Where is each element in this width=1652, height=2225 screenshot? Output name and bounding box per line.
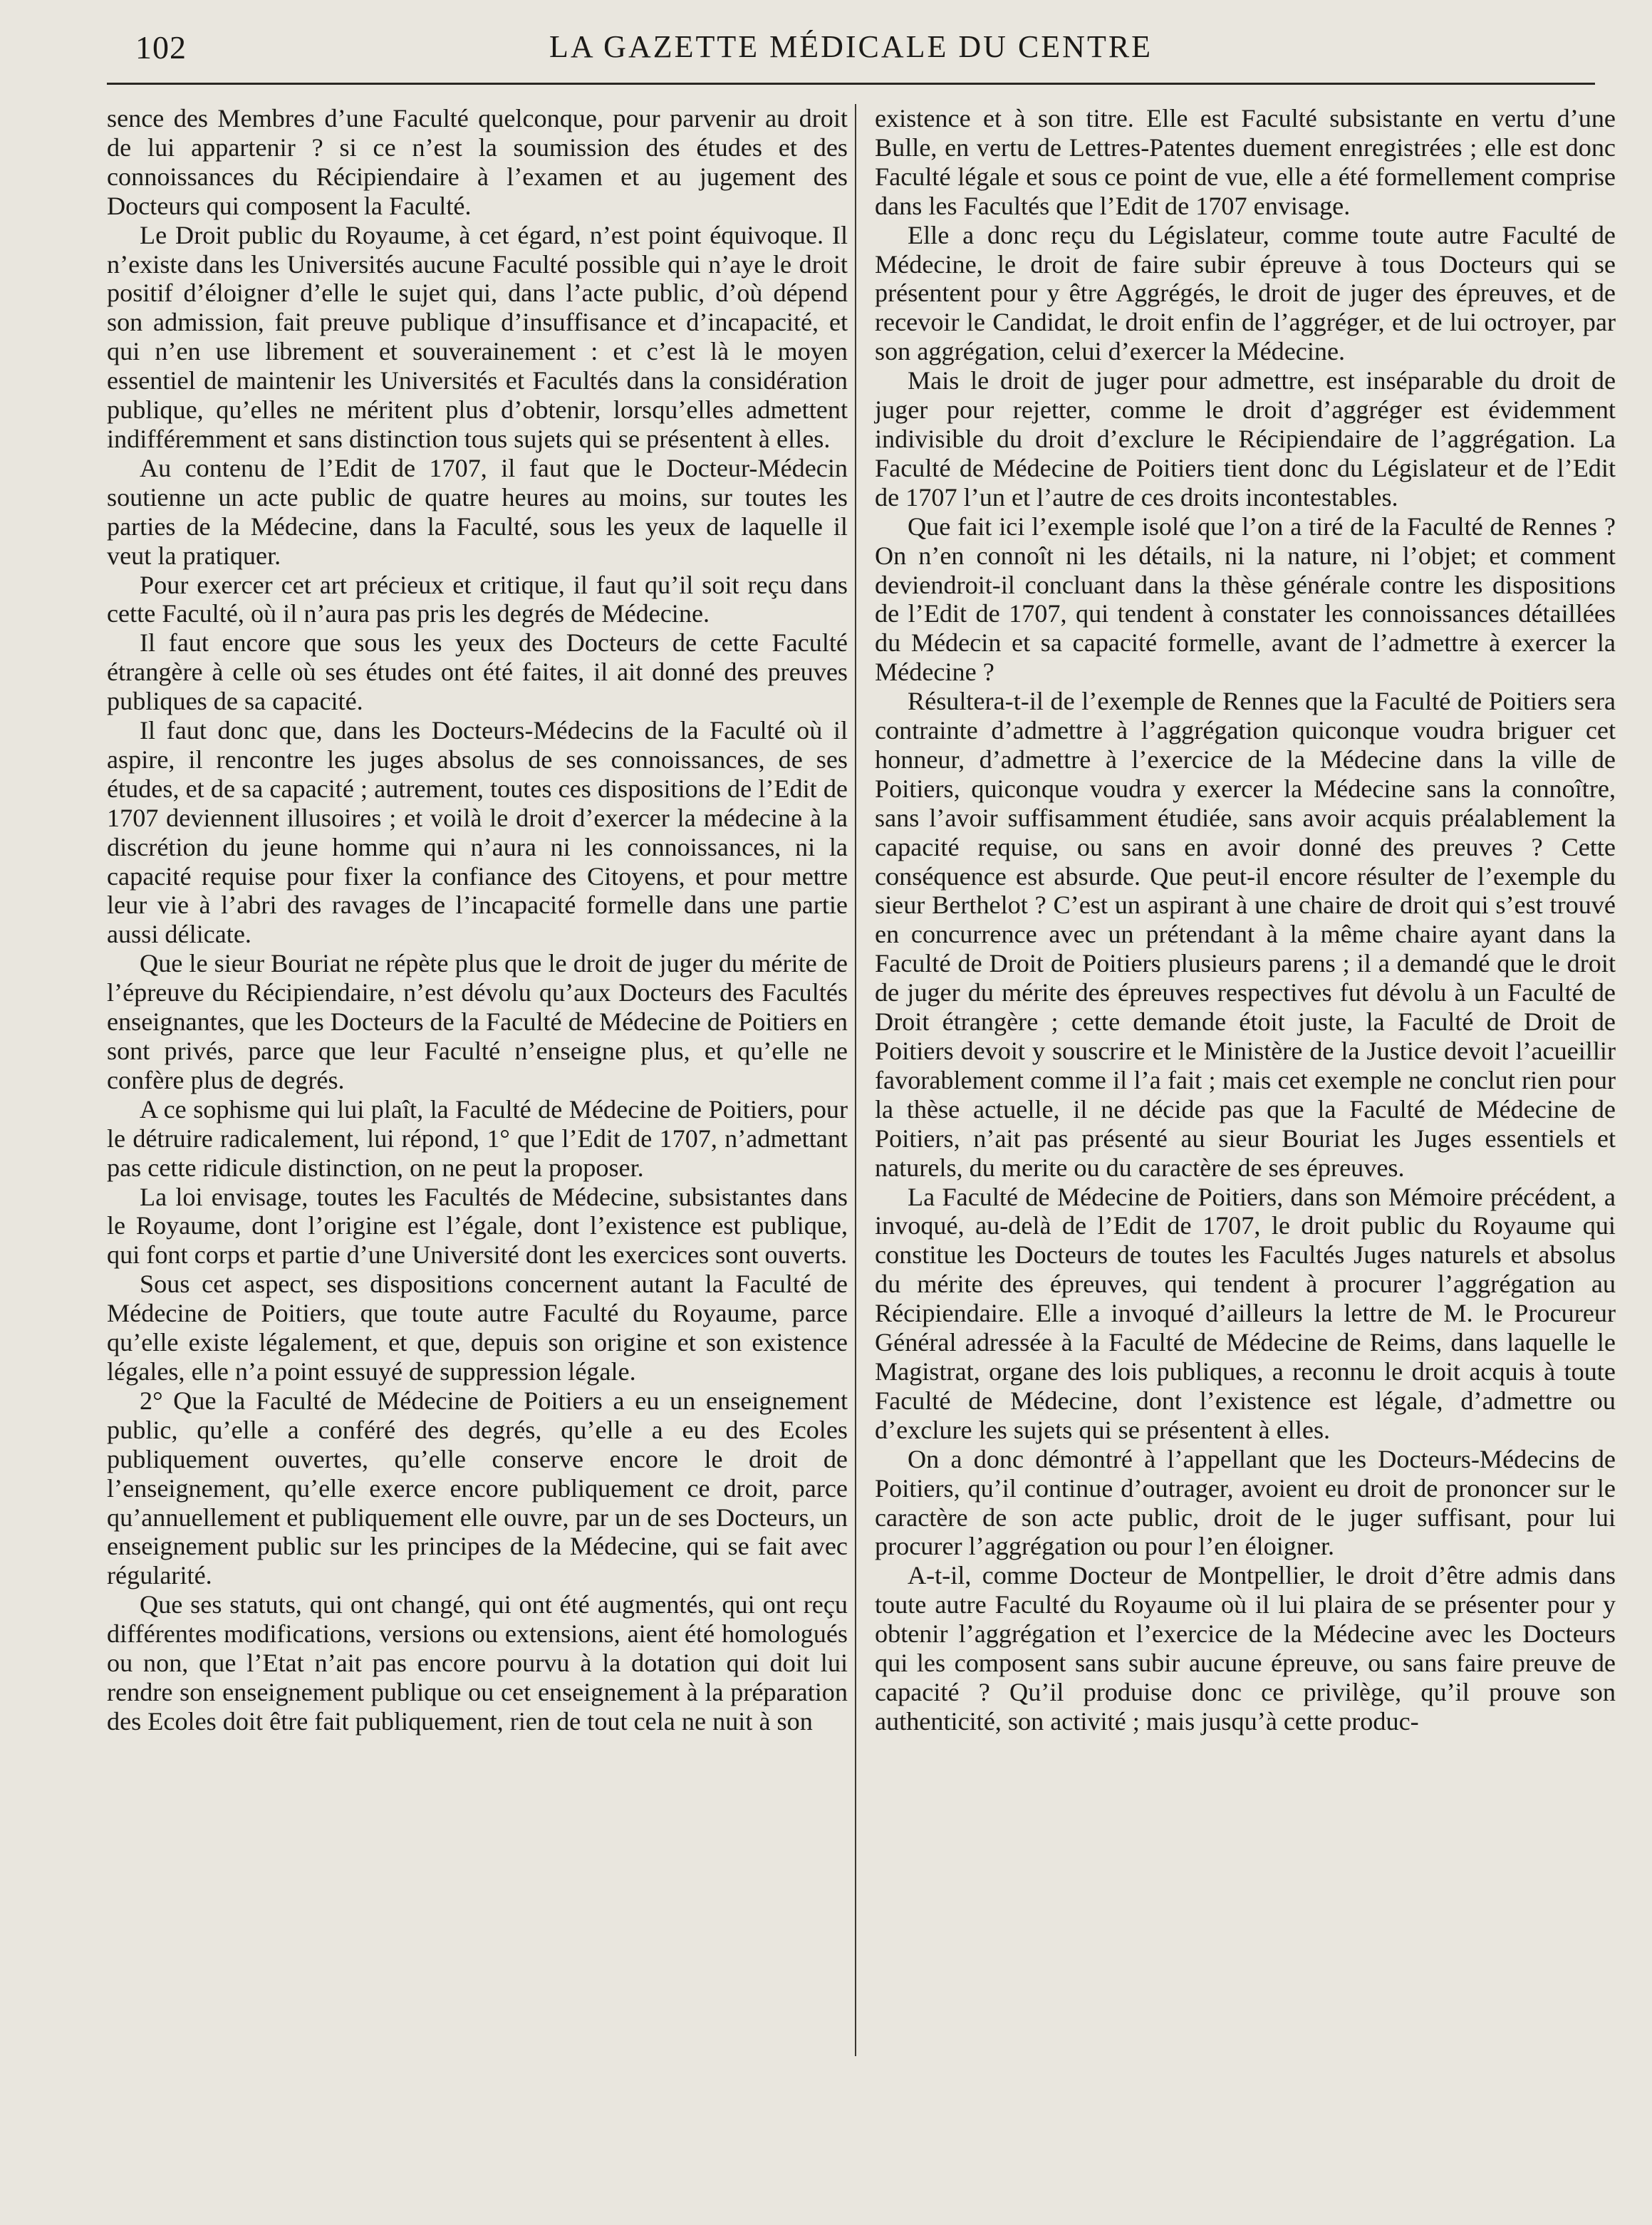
paragraph: A-t-il, comme Docteur de Montpellier, le droit d’être admis dans toute autre Faculté du Royaume où il lui plaira de se présenter pour y obtenir l’aggrégation et l’exercice de la Médecine avec les Docteurs qui les composent sans subir aucune épreuve, ou sans faire preuve de capacité ? Qu’il produise donc ce privilège, qu’il prouve son authenticité, son activité ; mais jusqu’à cette produc- <box>875 1561 1616 1736</box>
page-number: 102 <box>135 29 187 66</box>
paragraph: Elle a donc reçu du Législateur, comme toute autre Faculté de Médecine, le droit de faire subir épreuve à tous Docteurs qui se présentent pour y être Aggrégés, le droit de juger des épreuves, et de recevoir le Candidat, le droit enfin de l’aggréger, et de lui octroyer, par son aggrégation, celui d’exercer la Médecine. <box>875 220 1616 366</box>
paragraph: Résultera-t-il de l’exemple de Rennes que la Faculté de Poitiers sera contrainte d’admettre à l’aggrégation quiconque voudra briguer cet honneur, d’admettre à l’exercice de la Médecine dans la ville de Poitiers, quiconque voudra y exercer la Médecine sans la connoître, sans l’avoir suffisamment étudiée, sans avoir acquis préalablement la capacité requise, ou sans en avoir donné des preuves ? Cette conséquence est absurde. Que peut-il encore résulter de l’exemple du sieur Berthelot ? C’est un aspirant à une chaire de droit qui s’est trouvé en concurrence avec un prétendant à la même chaire ayant dans la Faculté de Droit de Poitiers plusieurs parens ; il a demandé que le droit de juger du mérite des épreuves respectives fut dévolu à un Faculté de Droit étrangère ; cette demande étoit juste, la Faculté de Droit de Poitiers devoit y souscrire et le Ministère de la Justice devoit l’acueillir favorablement comme il l’a fait ; mais cet exemple ne conclut rien pour la thèse actuelle, il ne décide pas que la Faculté de Médecine de Poitiers, n’ait pas présenté au sieur Bouriat les Juges essentiels et naturels, du merite ou du caractère de ses épreuves. <box>875 687 1616 1182</box>
paragraph: existence et à son titre. Elle est Faculté subsistante en vertu d’une Bulle, en vertu de Lettres-Patentes duement enregistrées ; elle est donc Faculté légale et sous ce point de vue, elle a été formellement comprise dans les Facultés que l’Edit de 1707 envisage. <box>875 104 1616 220</box>
paragraph: Au contenu de l’Edit de 1707, il faut que le Docteur-Médecin soutienne un acte public de quatre heures au moins, sur toutes les parties de la Médecine, dans la Faculté, sous les yeux de laquelle il veut la pratiquer. <box>107 453 848 570</box>
column-divider <box>855 104 856 2056</box>
paragraph: La Faculté de Médecine de Poitiers, dans son Mémoire précédent, a invoqué, au-delà de l’Edit de 1707, le droit public du Royaume qui constitue les Docteurs de toutes les Facultés Juges naturels et absolus du mérite des épreuves, qui tendent à procurer l’aggrégation au Récipiendaire. Elle a invoqué d’ailleurs la lettre de M. le Procureur Général adressée à la Faculté de Médecine de Reims, dans laquelle le Magistrat, organe des lois publiques, a reconnu le droit acquis à toute Faculté de Médecine, dont l’existence est légale, d’admettre ou d’exclure les sujets qui se présentent à elles. <box>875 1182 1616 1444</box>
paragraph: Pour exercer cet art précieux et critique, il faut qu’il soit reçu dans cette Faculté, où il n’aura pas pris les degrés de Médecine. <box>107 570 848 628</box>
paragraph: On a donc démontré à l’appellant que les Docteurs-Médecins de Poitiers, qu’il continue d’outrager, avoient eu droit de prononcer sur le caractère de son acte public, droit de le juger suffisant, pour lui procurer l’aggrégation ou pour l’en éloigner. <box>875 1444 1616 1561</box>
paragraph: A ce sophisme qui lui plaît, la Faculté de Médecine de Poitiers, pour le détruire radicalement, lui répond, 1° que l’Edit de 1707, n’admettant pas cette ridicule distinction, on ne peut la proposer. <box>107 1094 848 1182</box>
paragraph: Le Droit public du Royaume, à cet égard, n’est point équivoque. Il n’existe dans les Universités aucune Faculté possible qui n’aye le droit positif d’éloigner d’elle le sujet qui, dans l’acte public, d’où dépend son admission, fait preuve publique d’insuffisance et d’incapacité, et qui n’en use librement et souverainement : et c’est là le moyen essentiel de maintenir les Universités et Facultés dans la considération publique, qu’elles ne méritent plus d’obtenir, lorsqu’elles admettent indifféremment et sans distinction tous sujets qui se présentent à elles. <box>107 220 848 453</box>
paragraph: Il faut encore que sous les yeux des Docteurs de cette Faculté étrangère à celle où ses études ont été faites, il ait donné des preuves publiques de sa capacité. <box>107 628 848 716</box>
right-column <box>875 104 1616 1736</box>
paragraph: Que fait ici l’exemple isolé que l’on a tiré de la Faculté de Rennes ? On n’en connoît ni les détails, ni la nature, ni l’objet; et comment deviendroit-il concluant dans la thèse générale contre les dispositions de l’Edit de 1707, qui tendent à constater les connoissances détaillées du Médecin et sa capacité formelle, avant de l’admettre à exercer la Médecine ? <box>875 512 1616 687</box>
paragraph: Mais le droit de juger pour admettre, est inséparable du droit de juger pour rejetter, comme le droit d’aggréger est évidemment indivisible du droit d’exclure le Récipiendaire de l’aggrégation. La Faculté de Médecine de Poitiers tient donc du Législateur et de l’Edit de 1707 l’un et l’autre de ces droits incontestables. <box>875 366 1616 512</box>
left-column <box>107 104 848 1736</box>
paragraph: Sous cet aspect, ses dispositions concernent autant la Faculté de Médecine de Poitiers, que toute autre Faculté du Royaume, parce qu’elle existe légalement, et que, depuis son origine et son existence légales, elle n’a point essuyé de suppression légale. <box>107 1270 848 1386</box>
paragraph: sence des Membres d’une Faculté quelconque, pour parvenir au droit de lui appartenir ? si ce n’est la soumission des études et des connoissances du Récipiendaire à l’examen et au jugement des Docteurs qui composent la Faculté. <box>107 104 848 220</box>
running-title: LA GAZETTE MÉDICALE DU CENTRE <box>549 29 1153 64</box>
paragraph: 2° Que la Faculté de Médecine de Poitiers a eu un enseignement public, qu’elle a conféré des degrés, qu’elle a eu des Ecoles publiquement ouvertes, qu’elle conserve encore le droit de l’enseignement, qu’elle exerce encore publiquement ce droit, parce qu’annuellement et publiquement elle ouvre, par un de ses Docteurs, un enseignement public sur les principes de la Médecine, qui se fait avec régularité. <box>107 1386 848 1590</box>
paragraph: Que le sieur Bouriat ne répète plus que le droit de juger du mérite de l’épreuve du Récipiendaire, n’est dévolu qu’aux Docteurs des Facultés enseignantes, que les Docteurs de la Faculté de Médecine de Poitiers en sont privés, parce que leur Faculté n’enseigne plus, et qu’elle ne confère plus de degrés. <box>107 949 848 1094</box>
paragraph: Il faut donc que, dans les Docteurs-Médecins de la Faculté où il aspire, il rencontre les juges absolus de ses connoissances, de ses études, et de sa capacité ; autrement, toutes ces dispositions de l’Edit de 1707 deviennent illusoires ; et voilà le droit d’exercer la médecine à la discrétion du jeune homme qui n’aura ni les connoissances, ni la capacité requise pour fixer la confiance des Citoyens, et pour mettre leur vie à l’abri des ravages de l’incapacité formelle dans une partie aussi délicate. <box>107 716 848 949</box>
paragraph: La loi envisage, toutes les Facultés de Médecine, subsistantes dans le Royaume, dont l’origine est l’égale, dont l’existence est publique, qui font corps et partie d’une Université dont les exercices sont ouverts. <box>107 1182 848 1270</box>
header-rule <box>107 83 1595 85</box>
page-header <box>107 28 1595 68</box>
paragraph: Que ses statuts, qui ont changé, qui ont été augmentés, qui ont reçu différentes modifications, versions ou extensions, aient été homologués ou non, que l’Etat n’ait pas encore pourvu à la dotation qui doit lui rendre son enseignement publique ou cet enseignement à la préparation des Ecoles doit être fait publiquement, rien de tout cela ne nuit à son <box>107 1590 848 1736</box>
